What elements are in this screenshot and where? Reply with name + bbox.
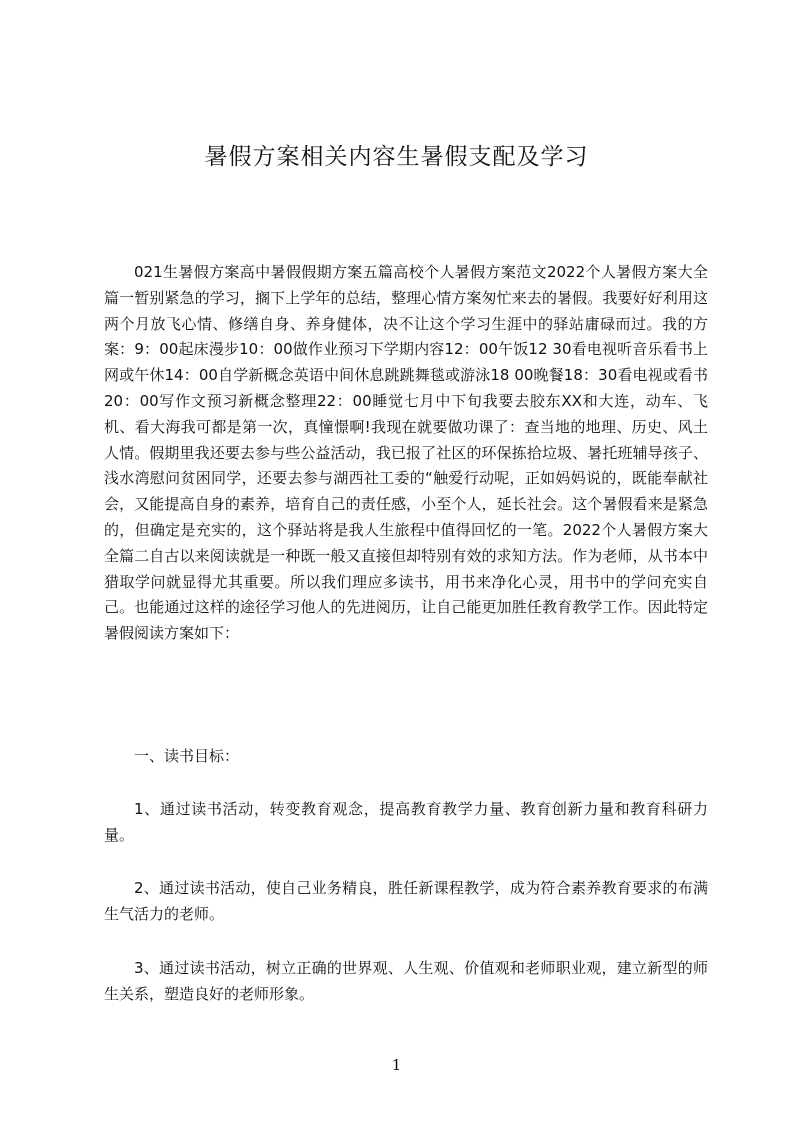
page-number: 1 <box>391 1056 402 1074</box>
goal-item-1: 1、通过读书活动，转变教育观念，提高教育教学力量、教育创新力量和教育科研力量。 <box>104 800 708 844</box>
goal-item-3: 3、通过读书活动，树立正确的世界观、人生观、价值观和老师职业观，建立新型的师生关系，塑造良好的老师形象。 <box>104 959 708 1003</box>
document-title: 暑假方案相关内容生暑假支配及学习 <box>204 144 589 170</box>
goal-item-2: 2、通过读书活动，使自己业务精良，胜任新课程教学，成为符合素养教育要求的布满生气活力的老师。 <box>104 879 708 923</box>
intro-paragraph: 021生暑假方案高中暑假假期方案五篇高校个人暑假方案范文2022个人暑假方案大全篇一暂别紧急的学习，搁下上学年的总结，整理心情方案匆忙来去的暑假。我要好好利用这两个月放飞心情、修缮自身、养身健体，决不让这个学习生涯中的驿站庸碌而过。我的方案：9：00起床漫步10：00做作业预习下学期内容12：00午饭12 30看电视听音乐看书上网或午休14：00自学新概念英语中间休息跳跳舞毯或游泳18 00晚餐18：30看电视或看书20：00写作文预习新概念整理22：00睡觉七月中下旬我要去胶东XX和大连，动车、飞机、看大海我可都是第一次，真憧憬啊!我现在就要做功课了：查当地的地理、历史、风土人情。假期里我还要去参与些公益活动，我已报了社区的环保拣拾垃圾、暑托班辅导孩子、浅水湾慰问贫困同学，还要去参与湖西社工委的“触爱行动呢，正如妈妈说的，既能奉献社会，又能提高自身的素养，培育自己的责任感，小至个人，延长社会。这个暑假看来是紧急的，但确定是充实的，这个驿站将是我人生旅程中值得回忆的一笔。2022个人暑假方案大全篇二自古以来阅读就是一种既一般又直接但却特别有效的求知方法。作为老师，从书本中猎取学问就显得尤其重要。所以我们理应多读书，用书来净化心灵，用书中的学问充实自己。也能通过这样的途径学习他人的先进阅历，让自己能更加胜任教育教学工作。因此特定暑假阅读方案如下： <box>104 263 708 643</box>
section-heading-reading-goals: 一、读书目标： <box>134 747 240 765</box>
